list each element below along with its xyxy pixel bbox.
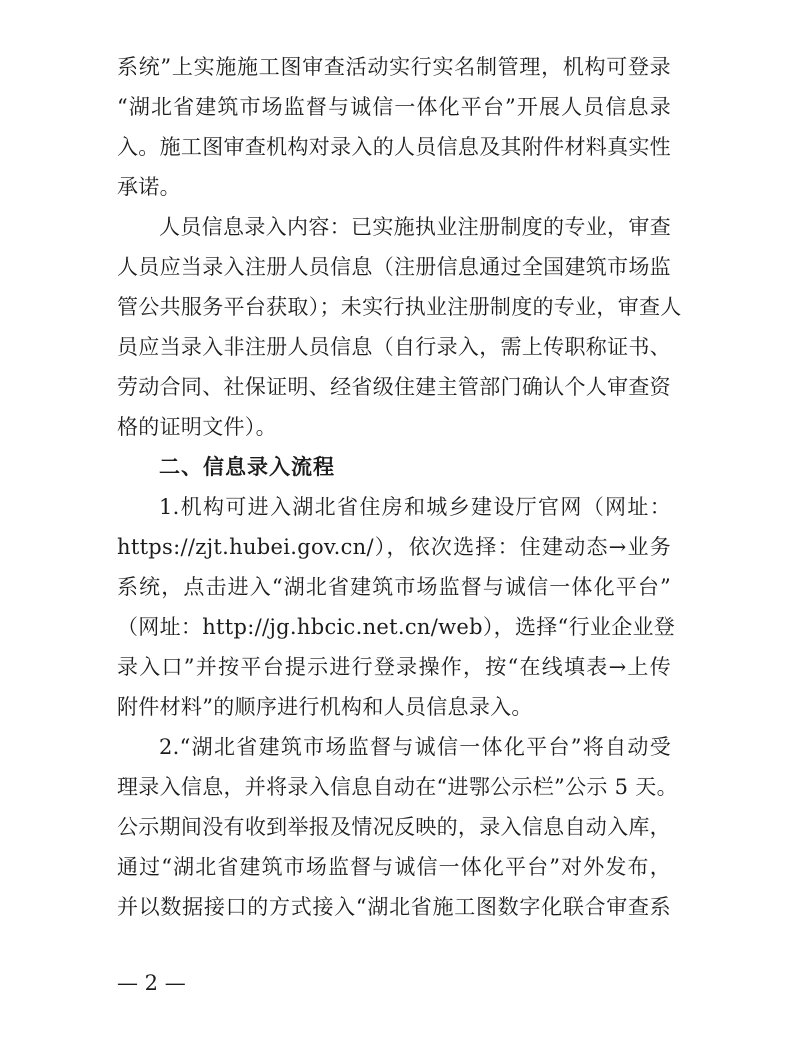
paragraph-2-line-4: 员应当录入非注册人员信息（自行录入，需上传职称证书、: [117, 335, 671, 359]
paragraph-1-line-2: “湖北省建筑市场监督与诚信一体化平台”开展人员信息录: [117, 95, 671, 119]
paragraph-3-line-1: 1.机构可进入湖北省住房和城乡建设厅官网（网址：: [159, 495, 671, 519]
paragraph-2-line-2: 人员应当录入注册人员信息（注册信息通过全国建筑市场监: [117, 255, 671, 279]
page-number: — 2 —: [117, 971, 186, 995]
paragraph-3-line-6: 附件材料”的顺序进行机构和人员信息录入。: [117, 695, 533, 719]
paragraph-3-line-3: 系统，点击进入“湖北省建筑市场监督与诚信一体化平台”: [117, 575, 671, 599]
paragraph-4-line-5: 并以数据接口的方式接入“湖北省施工图数字化联合审查系: [117, 895, 671, 919]
paragraph-1-line-3: 入。施工图审查机构对录入的人员信息及其附件材料真实性: [117, 135, 671, 159]
paragraph-4-line-3: 公示期间没有收到举报及情况反映的，录入信息自动入库，: [117, 815, 671, 839]
paragraph-3-line-4: （网址：http://jg.hbcic.net.cn/web），选择“行业企业登: [117, 615, 676, 639]
paragraph-4-line-1: 2.“湖北省建筑市场监督与诚信一体化平台”将自动受: [159, 735, 671, 759]
section-heading: 二、信息录入流程: [159, 455, 335, 479]
paragraph-2-line-5: 劳动合同、社保证明、经省级住建主管部门确认个人审查资: [117, 375, 671, 399]
paragraph-2-line-3: 管公共服务平台获取）；未实行执业注册制度的专业，审查人: [117, 295, 682, 319]
paragraph-2-line-1: 人员信息录入内容：已实施执业注册制度的专业，审查: [159, 215, 671, 239]
paragraph-4-line-2: 理录入信息，并将录入信息自动在“进鄂公示栏”公示 5 天。: [117, 775, 678, 799]
paragraph-1-line-1: 系统”上实施施工图审查活动实行实名制管理，机构可登录: [117, 55, 671, 79]
paragraph-4-line-4: 通过“湖北省建筑市场监督与诚信一体化平台”对外发布，: [117, 855, 671, 879]
paragraph-2-line-6: 格的证明文件）。: [117, 415, 277, 439]
paragraph-3-line-2: https://zjt.hubei.gov.cn/），依次选择：住建动态→业务: [117, 535, 671, 559]
paragraph-3-line-5: 录入口”并按平台提示进行登录操作，按“在线填表→上传: [117, 655, 671, 679]
paragraph-1-line-4: 承诺。: [117, 175, 181, 199]
